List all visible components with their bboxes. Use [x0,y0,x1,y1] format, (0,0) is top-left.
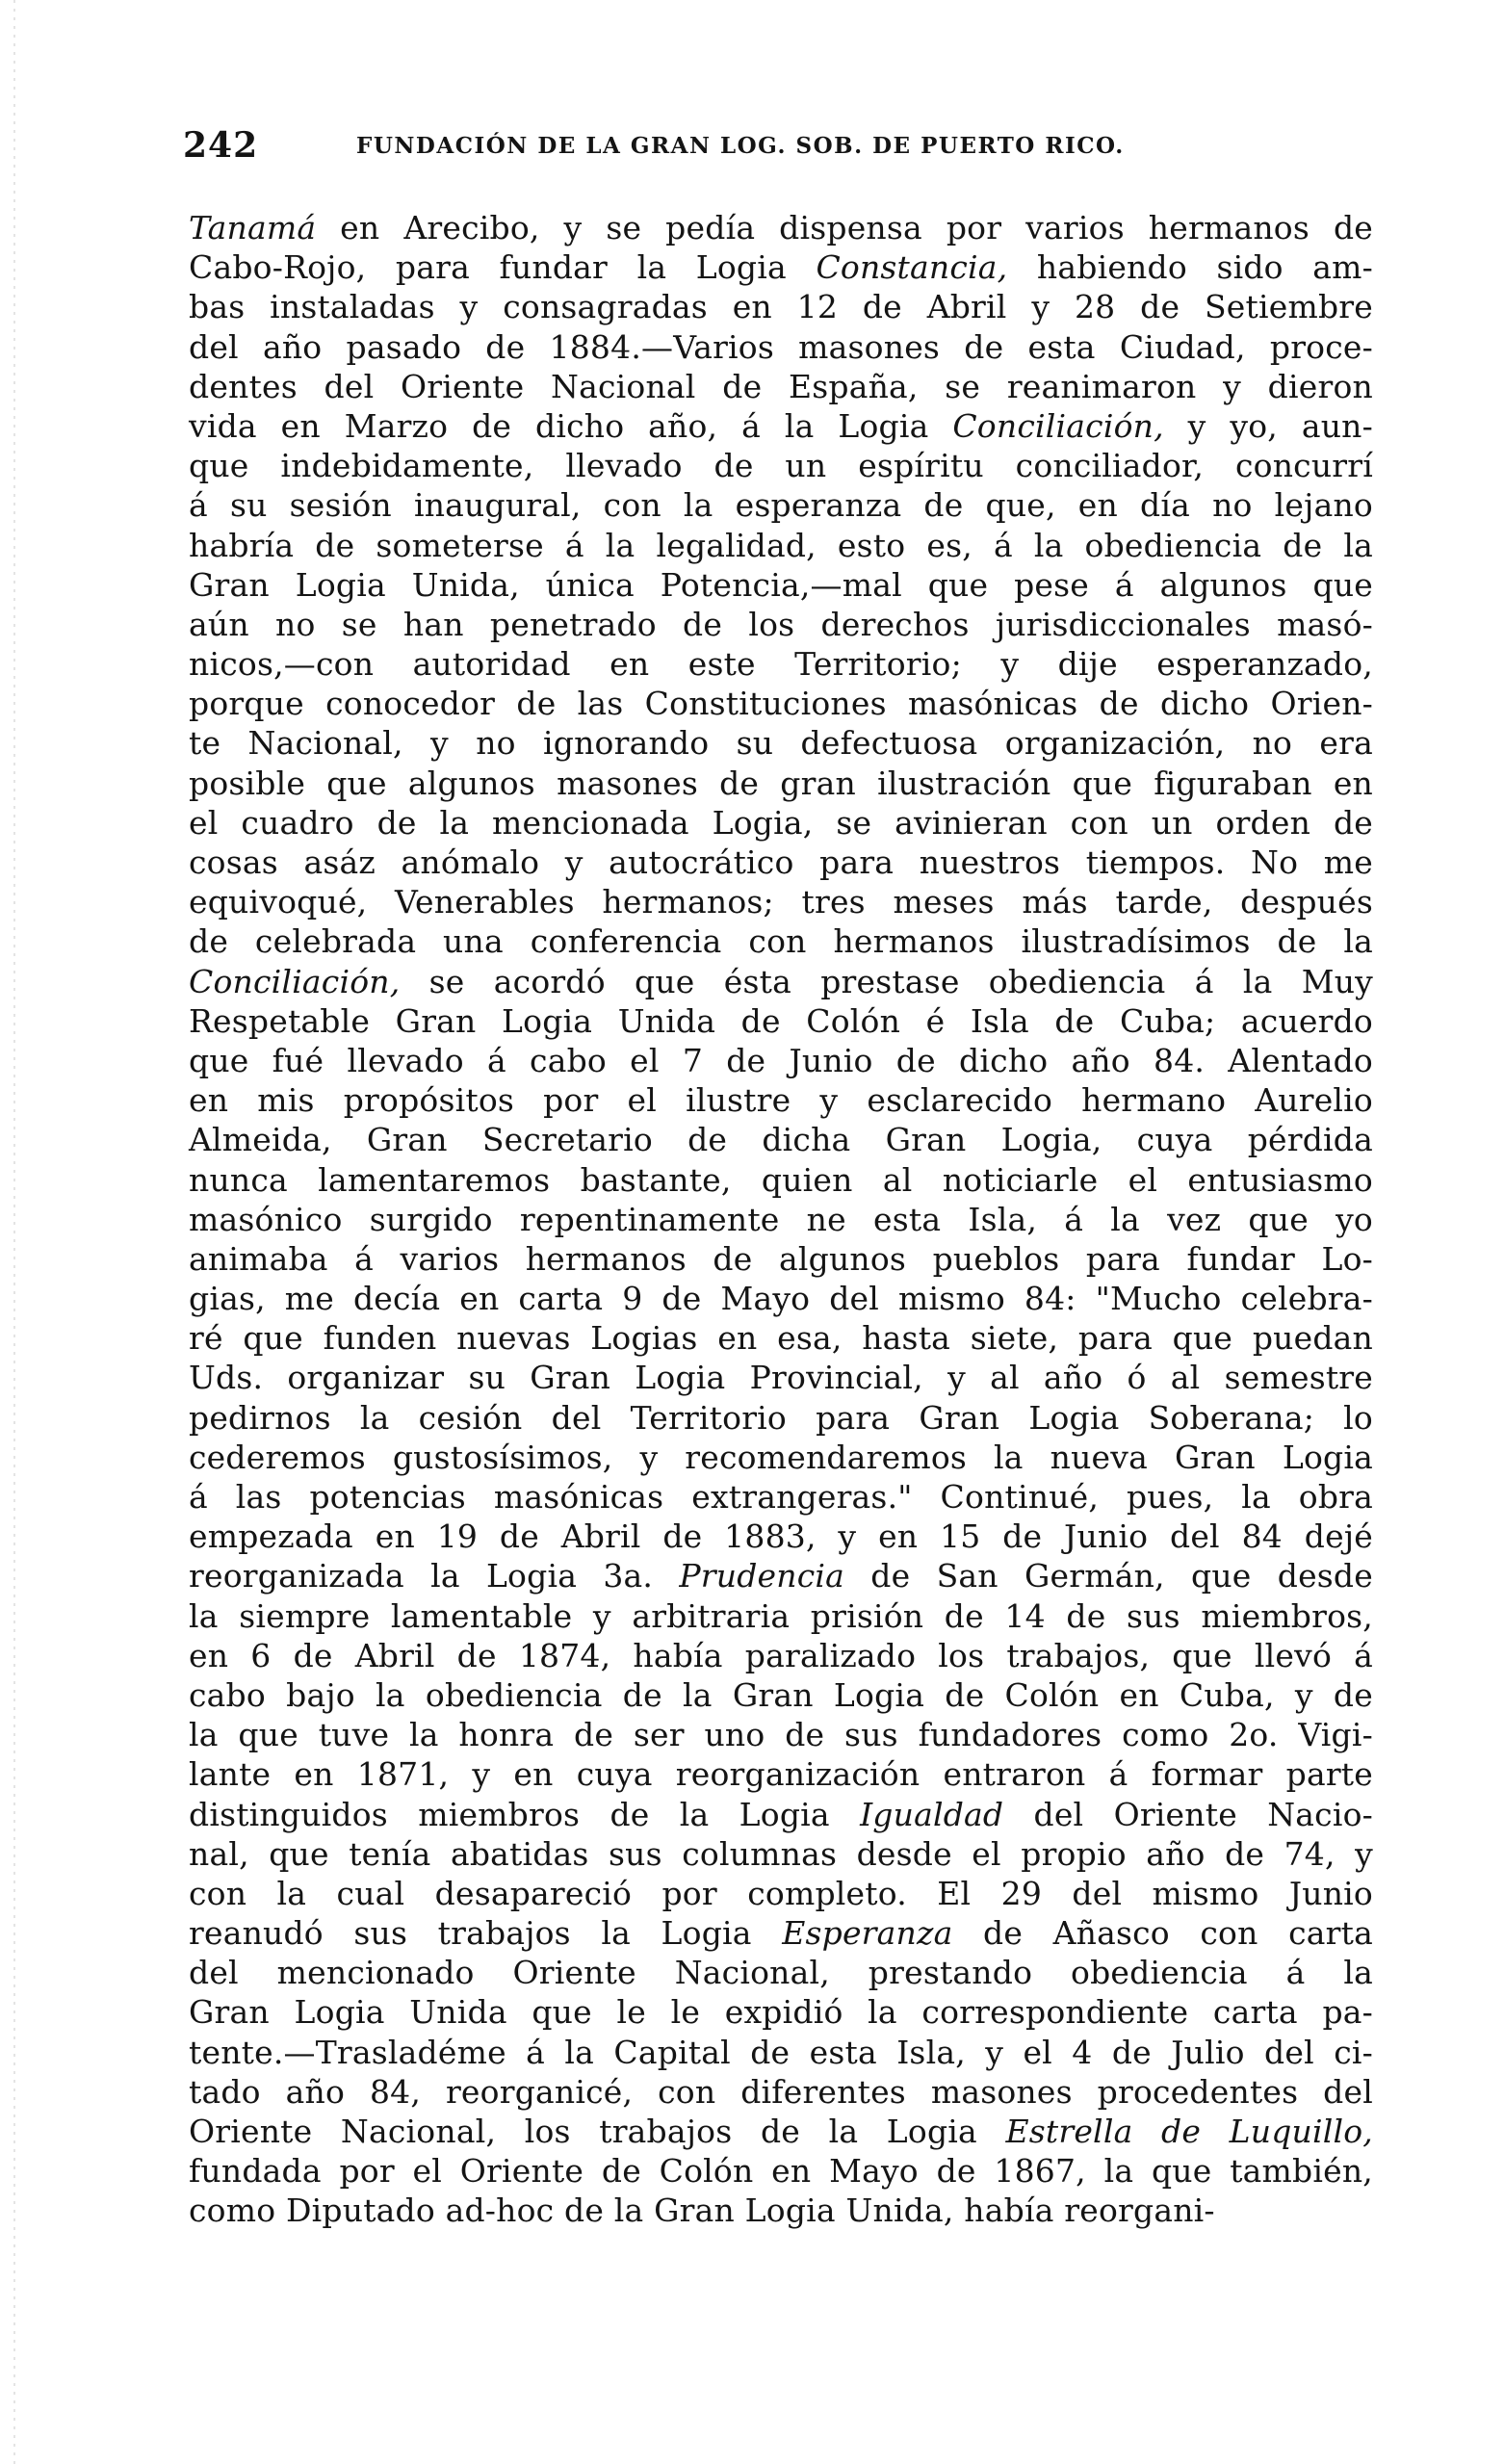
text-line: Uds. organizar su Gran Logia Provincial, y al año ó al semestre [189,1359,1373,1397]
text-line: Gran Logia Unida, única Potencia,—mal que pese á algunos que [189,565,1373,604]
text-line: te Nacional, y no ignorando su defectuosa organización, no era [189,724,1373,763]
text-line: nicos,—con autoridad en este Territorio; y dije esperanzado, [189,645,1373,684]
text-line: Respetable Gran Logia Unida de Colón é Isla de Cuba; acuerdo [189,1001,1373,1040]
text-line: equivoqué, Venerables hermanos; tres meses más tarde, después [189,883,1373,921]
text-line: empezada en 19 de Abril de 1883, y en 15 de Junio del 84 dejé [189,1517,1373,1556]
text-line: cabo bajo la obediencia de la Gran Logia de Colón en Cuba, y de [189,1675,1373,1714]
text-line: habría de someterse á la legalidad, esto es, á la obediencia de la [189,526,1373,564]
text-line: tado año 84, reorganicé, con diferentes masones procedentes del [189,2072,1373,2111]
italic-name: Esperanza [782,1914,953,1953]
text-line: bas instaladas y consagradas en 12 de Abril y 28 de Setiembre [189,288,1373,326]
italic-name: Tanamá [189,209,317,246]
text-line: cederemos gustosísimos, y recomendaremos la nueva Gran Logia [189,1438,1373,1476]
italic-name: Conciliación, [189,962,401,1000]
text-line: gias, me decía en carta 9 de Mayo del mismo 84: "Mucho celebra- [189,1280,1373,1318]
text-line: nunca lamentaremos bastante, quien al noticiarle el entusiasmo [189,1160,1373,1199]
text-line: Almeida, Gran Secretario de dicha Gran Logia, cuya pérdida [189,1121,1373,1159]
text-line: con la cual desapareció por completo. El 29 del mismo Junio [189,1874,1373,1912]
text-line: á su sesión inaugural, con la esperanza de que, en día no lejano [189,486,1373,525]
text-line: porque conocedor de las Constituciones masónicas de dicho Orien- [189,685,1373,723]
text-line: Tanamá en Arecibo, y se pedía dispensa por varios hermanos de [189,209,1373,246]
text-line: la que tuve la honra de ser uno de sus fundadores como 2o. Vigi- [189,1716,1373,1754]
text-line: reorganizada la Logia 3a. Prudencia de San Germán, que desde [189,1557,1373,1595]
text-line: en mis propósitos por el ilustre y esclarecido hermano Aurelio [189,1081,1373,1120]
text-line: tente.—Trasladéme á la Capital de esta Isla, y el 4 de Julio del ci- [189,2033,1373,2071]
text-line: ré que funden nuevas Logias en esa, hasta siete, para que puedan [189,1319,1373,1358]
text-line: posible que algunos masones de gran ilustración que figuraban en [189,764,1373,802]
text-line: Gran Logia Unida que le le expidió la correspondiente carta pa- [189,1993,1373,2032]
italic-name: Igualdad [860,1795,1004,1833]
page-number: 242 [183,125,259,166]
text-line: del año pasado de 1884.—Varios masones de esta Ciudad, proce- [189,327,1373,366]
text-line: nal, que tenía abatidas sus columnas desde el propio año de 74, y [189,1834,1373,1873]
italic-name: Constancia, [816,248,1008,287]
text-line: en 6 de Abril de 1874, había paralizado los trabajos, que llevó á [189,1636,1373,1674]
text-line: cosas asáz anómalo y autocrático para nuestros tiempos. No me [189,843,1373,881]
running-head [183,125,1377,183]
text-line: vida en Marzo de dicho año, á la Logia Conciliación, y yo, aun- [189,406,1373,445]
text-line: dentes del Oriente Nacional de España, se reanimaron y dieron [189,367,1373,405]
text-line: reanudó sus trabajos la Logia Esperanza de Añasco con carta [189,1914,1373,1953]
text-line: Conciliación, se acordó que ésta prestase obediencia á la Muy [189,962,1373,1000]
text-line: Cabo-Rojo, para fundar la Logia Constancia, habiendo sido am- [189,248,1373,287]
text-line: lante en 1871, y en cuya reorganización entraron á formar parte [189,1755,1373,1794]
text-line: fundada por el Oriente de Colón en Mayo de 1867, la que también, [189,2152,1373,2191]
text-line: pedirnos la cesión del Territorio para Gran Logia Soberana; lo [189,1398,1373,1437]
text-line: animaba á varios hermanos de algunos pueblos para fundar Lo- [189,1239,1373,1278]
text-line: del mencionado Oriente Nacional, prestando obediencia á la [189,1954,1373,1992]
text-line: aún no se han penetrado de los derechos jurisdiccionales masó- [189,605,1373,643]
text-line: masónico surgido repentinamente ne esta Isla, á la vez que yo [189,1200,1373,1238]
running-title: FUNDACIÓN DE LA GRAN LOG. SOB. DE PUERTO RICO. [356,133,1125,159]
text-line: la siempre lamentable y arbitraria prisión de 14 de sus miembros, [189,1596,1373,1635]
italic-name: Conciliación, [952,406,1164,445]
text-line: de celebrada una conferencia con hermanos ilustradísimos de la [189,922,1373,961]
text-line: distinguidos miembros de la Logia Igualdad del Oriente Nacio- [189,1795,1373,1833]
italic-name: Estrella de Luquillo, [1005,2113,1373,2150]
text-line: que fué llevado á cabo el 7 de Junio de dicho año 84. Alentado [189,1041,1373,1079]
text-line: Oriente Nacional, los trabajos de la Logia Estrella de Luquillo, [189,2113,1373,2150]
text-line: el cuadro de la mencionada Logia, se avinieran con un orden de [189,803,1373,842]
margin-rule [13,0,15,2464]
text-line: á las potencias masónicas extrangeras." Continué, pues, la obra [189,1478,1373,1516]
text-line: como Diputado ad-hoc de la Gran Logia Unida, había reorgani- [189,2192,1215,2230]
body-text [189,208,1373,2231]
text-line: que indebidamente, llevado de un espíritu conciliador, concurrí [189,447,1373,485]
italic-name: Prudencia [679,1557,845,1595]
